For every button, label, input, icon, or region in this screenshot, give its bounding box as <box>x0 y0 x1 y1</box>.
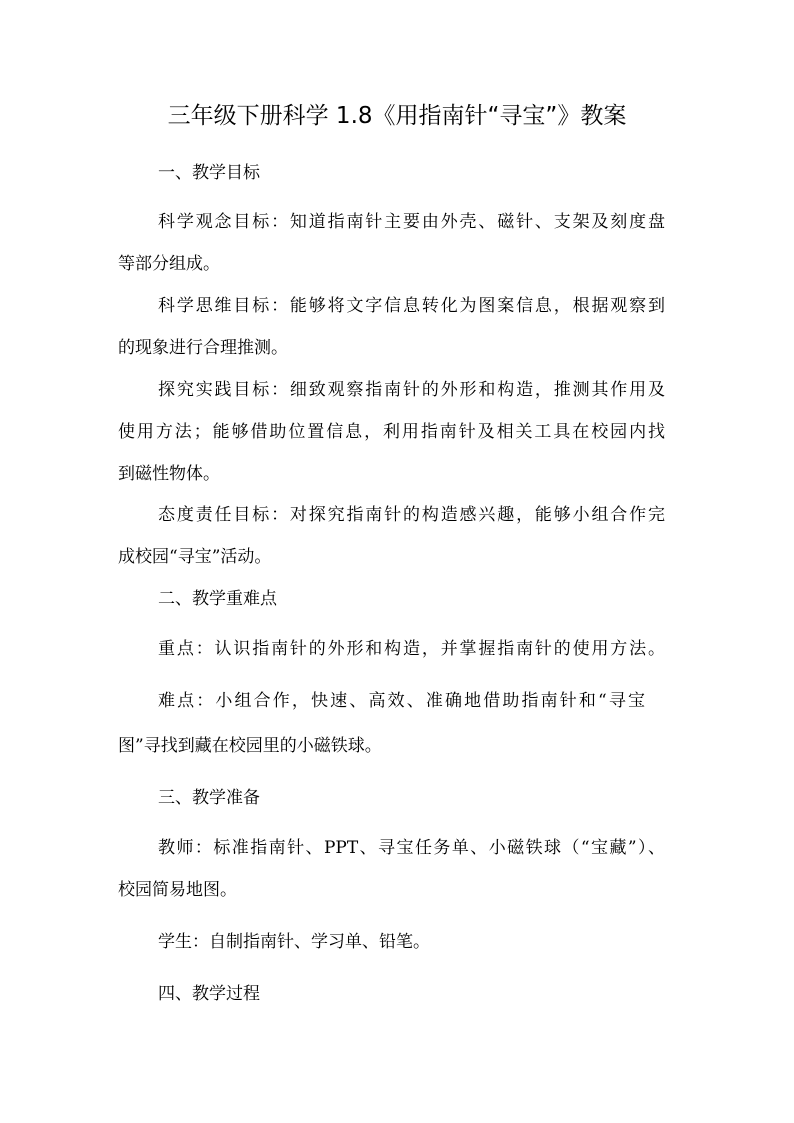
objective-attitude-line-1: 态度责任目标：对探究指南针的构造感兴趣，能够小组合作完 <box>158 505 665 525</box>
document-title: 三年级下册科学 1.8《用指南针“寻宝”》教案 <box>167 103 627 129</box>
difficulty-line-1: 难点：小组合作，快速、高效、准确地借助指南针和“寻宝 <box>158 691 645 711</box>
objective-concept-line-2: 等部分组成。 <box>118 254 220 274</box>
key-point-line: 重点：认识指南针的外形和构造，并掌握指南针的使用方法。 <box>158 639 665 659</box>
teacher-prep-line-1: 教师：标准指南针、PPT、寻宝任务单、小磁铁球（“宝藏”）、 <box>158 838 665 858</box>
student-prep-line: 学生：自制指南针、学习单、铅笔。 <box>158 932 430 952</box>
objective-practice-line-1: 探究实践目标：细致观察指南针的外形和构造，推测其作用及 <box>158 380 665 400</box>
section-heading-objectives: 一、教学目标 <box>158 163 260 183</box>
objective-practice-line-3: 到磁性物体。 <box>118 464 220 484</box>
objective-practice-line-2: 使用方法；能够借助位置信息，利用指南针及相关工具在校园内找 <box>118 422 665 442</box>
objective-attitude-line-2: 成校园“寻宝”活动。 <box>118 547 272 567</box>
teacher-prep-line-2: 校园简易地图。 <box>118 880 237 900</box>
objective-thinking-line-1: 科学思维目标：能够将文字信息转化为图案信息，根据观察到 <box>158 296 665 316</box>
section-heading-process: 四、教学过程 <box>158 984 260 1004</box>
section-heading-key-points: 二、教学重难点 <box>158 589 277 609</box>
difficulty-line-2: 图”寻找到藏在校园里的小磁铁球。 <box>118 736 382 756</box>
objective-thinking-line-2: 的现象进行合理推测。 <box>118 338 288 358</box>
objective-concept-line-1: 科学观念目标：知道指南针主要由外壳、磁针、支架及刻度盘 <box>158 212 665 232</box>
section-heading-preparation: 三、教学准备 <box>158 788 260 808</box>
